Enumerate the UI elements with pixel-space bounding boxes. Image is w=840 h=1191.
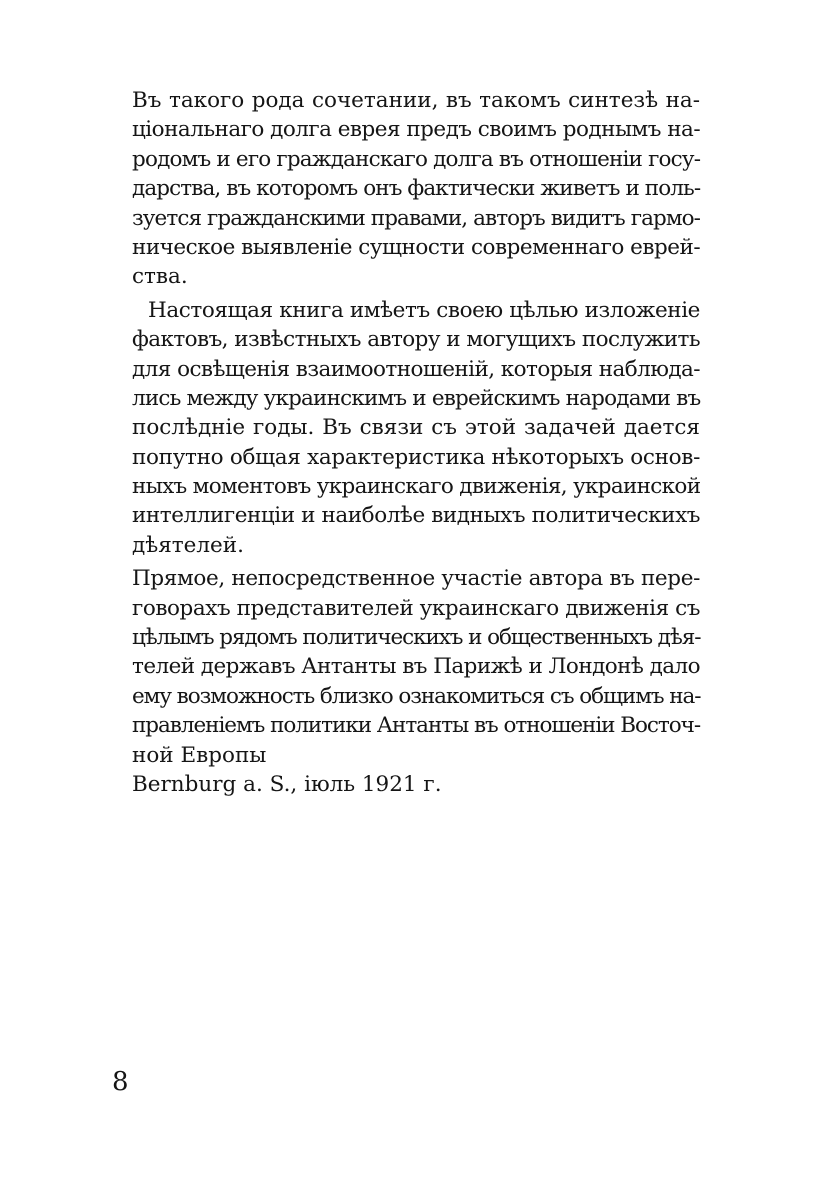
paragraph-1 [132,86,700,292]
text-line: телей державъ Антанты въ Парижѣ и Лондонѣ дало [132,654,700,680]
body-text [132,86,700,774]
page-number: 8 [112,1067,129,1097]
text-line: родомъ и его гражданскаго долга въ отношеніи госу- [132,146,701,172]
text-line: зуется гражданскими правами, авторъ видитъ гармо- [132,205,700,231]
text-line: Настоящая книга имѣетъ своею цѣлью изложеніе [148,297,700,323]
text-line: правленіемъ политики Антанты въ отношеніи Восточ- [132,713,701,739]
text-line: Въ такого рода сочетании, въ такомъ синтезѣ на- [132,88,700,113]
text-line: ціональнаго долга еврея предъ своимъ роднымъ на- [132,117,701,143]
text-line: ства. [132,264,188,290]
text-line: дѣятелей. [132,532,244,558]
signature-date-line: Bernburg a. S., іюль 1921 г. [132,772,442,797]
text-line: послѣдніе годы. Въ связи съ этой задачей дается [132,415,700,441]
text-line: попутно общая характеристика нѣкоторыхъ основ- [132,444,701,470]
text-line: интеллигенціи и наиболѣе видныхъ политическихъ [132,503,700,529]
text-line: ническое выявленіе сущности современнаго еврей- [132,234,701,260]
paragraph-2 [132,296,700,561]
text-line: Прямое, непосредственное участіе автора въ пере- [132,566,700,592]
text-line: для освѣщенія взаимоотношеній, которыя наблюда- [132,356,700,382]
text-line: дарства, въ которомъ онъ фактически живетъ и поль- [132,176,701,202]
text-line: лись между украинскимъ и еврейскимъ народами въ [132,385,701,411]
text-line: говорахъ представителей украинскаго движенія съ [132,595,701,621]
text-line: ему возможность близко ознакомиться съ общимъ на- [132,683,701,709]
text-line: фактовъ, извѣстныхъ автору и могущихъ послужить [132,327,700,353]
text-line: ныхъ моментовъ украинскаго движенія, украинской [132,474,701,500]
text-line: ной Европы [132,742,267,768]
paragraph-3 [132,564,700,770]
text-line: цѣлымъ рядомъ политическихъ и общественныхъ дѣя- [132,625,701,651]
